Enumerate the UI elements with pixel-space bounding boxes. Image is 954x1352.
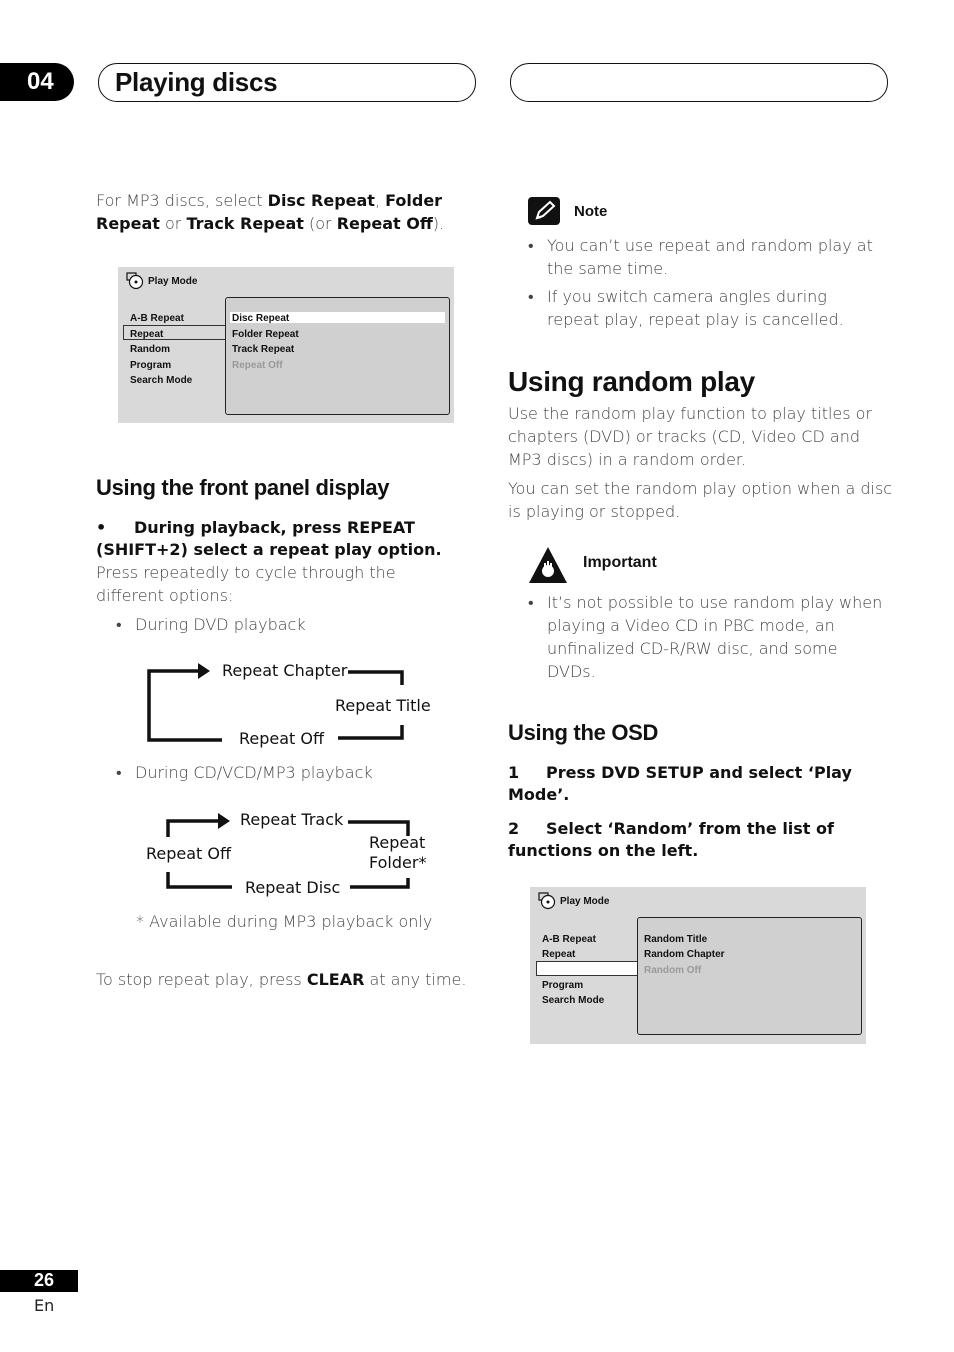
random-play-heading: Using random play: [508, 366, 755, 397]
cd-cycle-line-right-bottom: [350, 878, 408, 887]
front-panel-step: • During playback, press REPEAT (SHIFT+2) select a repeat play option.: [96, 518, 442, 559]
bullet-cd: • During CD/VCD/MP3 playback: [116, 763, 373, 782]
front-panel-desc: Press repeatedly to cycle through the different options:: [96, 563, 396, 605]
osd-option[interactable]: Random Title: [644, 934, 708, 945]
chapter-badge: [0, 63, 74, 101]
osd-menu-item[interactable]: Search Mode: [130, 375, 193, 386]
stop-repeat-text: To stop repeat play, press CLEAR at any time.: [96, 970, 467, 989]
osd-option-selected[interactable]: Disc Repeat: [232, 313, 290, 324]
important-icon: [528, 546, 568, 584]
mp3-footnote: * Available during MP3 playback only: [136, 912, 433, 931]
osd-option[interactable]: Track Repeat: [232, 344, 295, 355]
osd-menu-item[interactable]: A-B Repeat: [130, 313, 184, 324]
osd-menu-highlight: [536, 961, 639, 976]
cd-cycle-arrowhead: [218, 813, 230, 829]
cd-repeat-folder-2: Folder*: [369, 853, 427, 872]
cd-cycle-line-left-top: [168, 821, 220, 837]
osd-menu-item[interactable]: Random: [130, 344, 170, 355]
dvd-repeat-off: Repeat Off: [239, 729, 325, 748]
osd-menu-item[interactable]: Program: [130, 359, 172, 371]
cd-cycle-line-left-bottom: [168, 872, 232, 887]
page-number-badge: [0, 1270, 78, 1292]
cd-repeat-disc: Repeat Disc: [245, 878, 341, 897]
important-label: Important: [583, 554, 657, 571]
osd-menu-item[interactable]: Search Mode: [542, 995, 605, 1007]
header-empty-box: [510, 63, 888, 102]
osd-menu-highlight: [123, 325, 227, 340]
language-label: En: [34, 1296, 55, 1315]
osd-screen-repeat: [118, 267, 454, 423]
dvd-cycle-line-top-left: [149, 671, 222, 740]
chapter-title: Playing discs: [115, 67, 278, 97]
osd-step-2: 2 Select ‘Random’ from the list of functions on the left.: [508, 819, 834, 860]
chapter-number: 04: [27, 68, 54, 95]
disc-icon: [538, 892, 556, 910]
osd-title: Play Mode: [560, 896, 610, 907]
osd-option-disabled: Random Off: [644, 964, 702, 976]
disc-icon: [126, 272, 142, 288]
osd-screen-random: [530, 887, 866, 1044]
important-item: • It’s not possible to use random play when playing a Video CD in PBC mode, an unfinalized CD-R/RW disc, and some DVDs.: [528, 593, 883, 681]
osd-menu-item[interactable]: Program: [542, 979, 584, 991]
note-item: • If you switch camera angles during repeat play, repeat play is cancelled.: [528, 287, 844, 329]
osd-menu-item-selected[interactable]: Repeat: [130, 328, 164, 340]
note-label: Note: [574, 203, 608, 220]
osd-step-1: 1 Press DVD SETUP and select ‘Play Mode’.: [508, 763, 852, 804]
random-play-p2: You can set the random play option when a disc is playing or stopped.: [508, 479, 893, 521]
page-number: 26: [34, 1270, 55, 1290]
osd-options-panel: [225, 297, 450, 415]
dvd-cycle-line-right-bottom: [338, 725, 402, 738]
osd-title: Play Mode: [148, 276, 198, 287]
mp3-intro: For MP3 discs, select Disc Repeat, Folder Repeat or Track Repeat (or Repeat Off).: [96, 191, 445, 233]
osd-menu-item[interactable]: Repeat: [542, 949, 576, 961]
dvd-cycle-arrowhead: [198, 663, 210, 679]
osd-heading: Using the OSD: [508, 720, 659, 745]
note-icon: [528, 197, 560, 225]
osd-menu-item[interactable]: A-B Repeat: [542, 934, 596, 945]
cd-repeat-track: Repeat Track: [240, 810, 344, 829]
random-play-p1: Use the random play function to play titles or chapters (DVD) or tracks (CD, Video CD and MP3 discs) in a random order.: [508, 404, 873, 469]
cd-repeat-folder-1: Repeat: [369, 833, 426, 852]
front-panel-heading: Using the front panel display: [96, 475, 390, 500]
cd-repeat-off: Repeat Off: [146, 844, 232, 863]
dvd-cycle-line-right-top: [348, 672, 402, 685]
osd-options-panel: [637, 917, 862, 1035]
osd-option[interactable]: Folder Repeat: [232, 328, 299, 340]
note-item: • You can’t use repeat and random play at the same time.: [528, 236, 873, 278]
bullet-dvd: • During DVD playback: [116, 615, 306, 634]
chapter-title-box: [98, 63, 476, 102]
osd-menu: [130, 311, 192, 389]
dvd-repeat-title: Repeat Title: [335, 696, 431, 715]
osd-option-disabled: Repeat Off: [232, 359, 283, 371]
osd-option[interactable]: Random Chapter: [644, 949, 725, 961]
dvd-repeat-chapter: Repeat Chapter: [222, 661, 348, 680]
